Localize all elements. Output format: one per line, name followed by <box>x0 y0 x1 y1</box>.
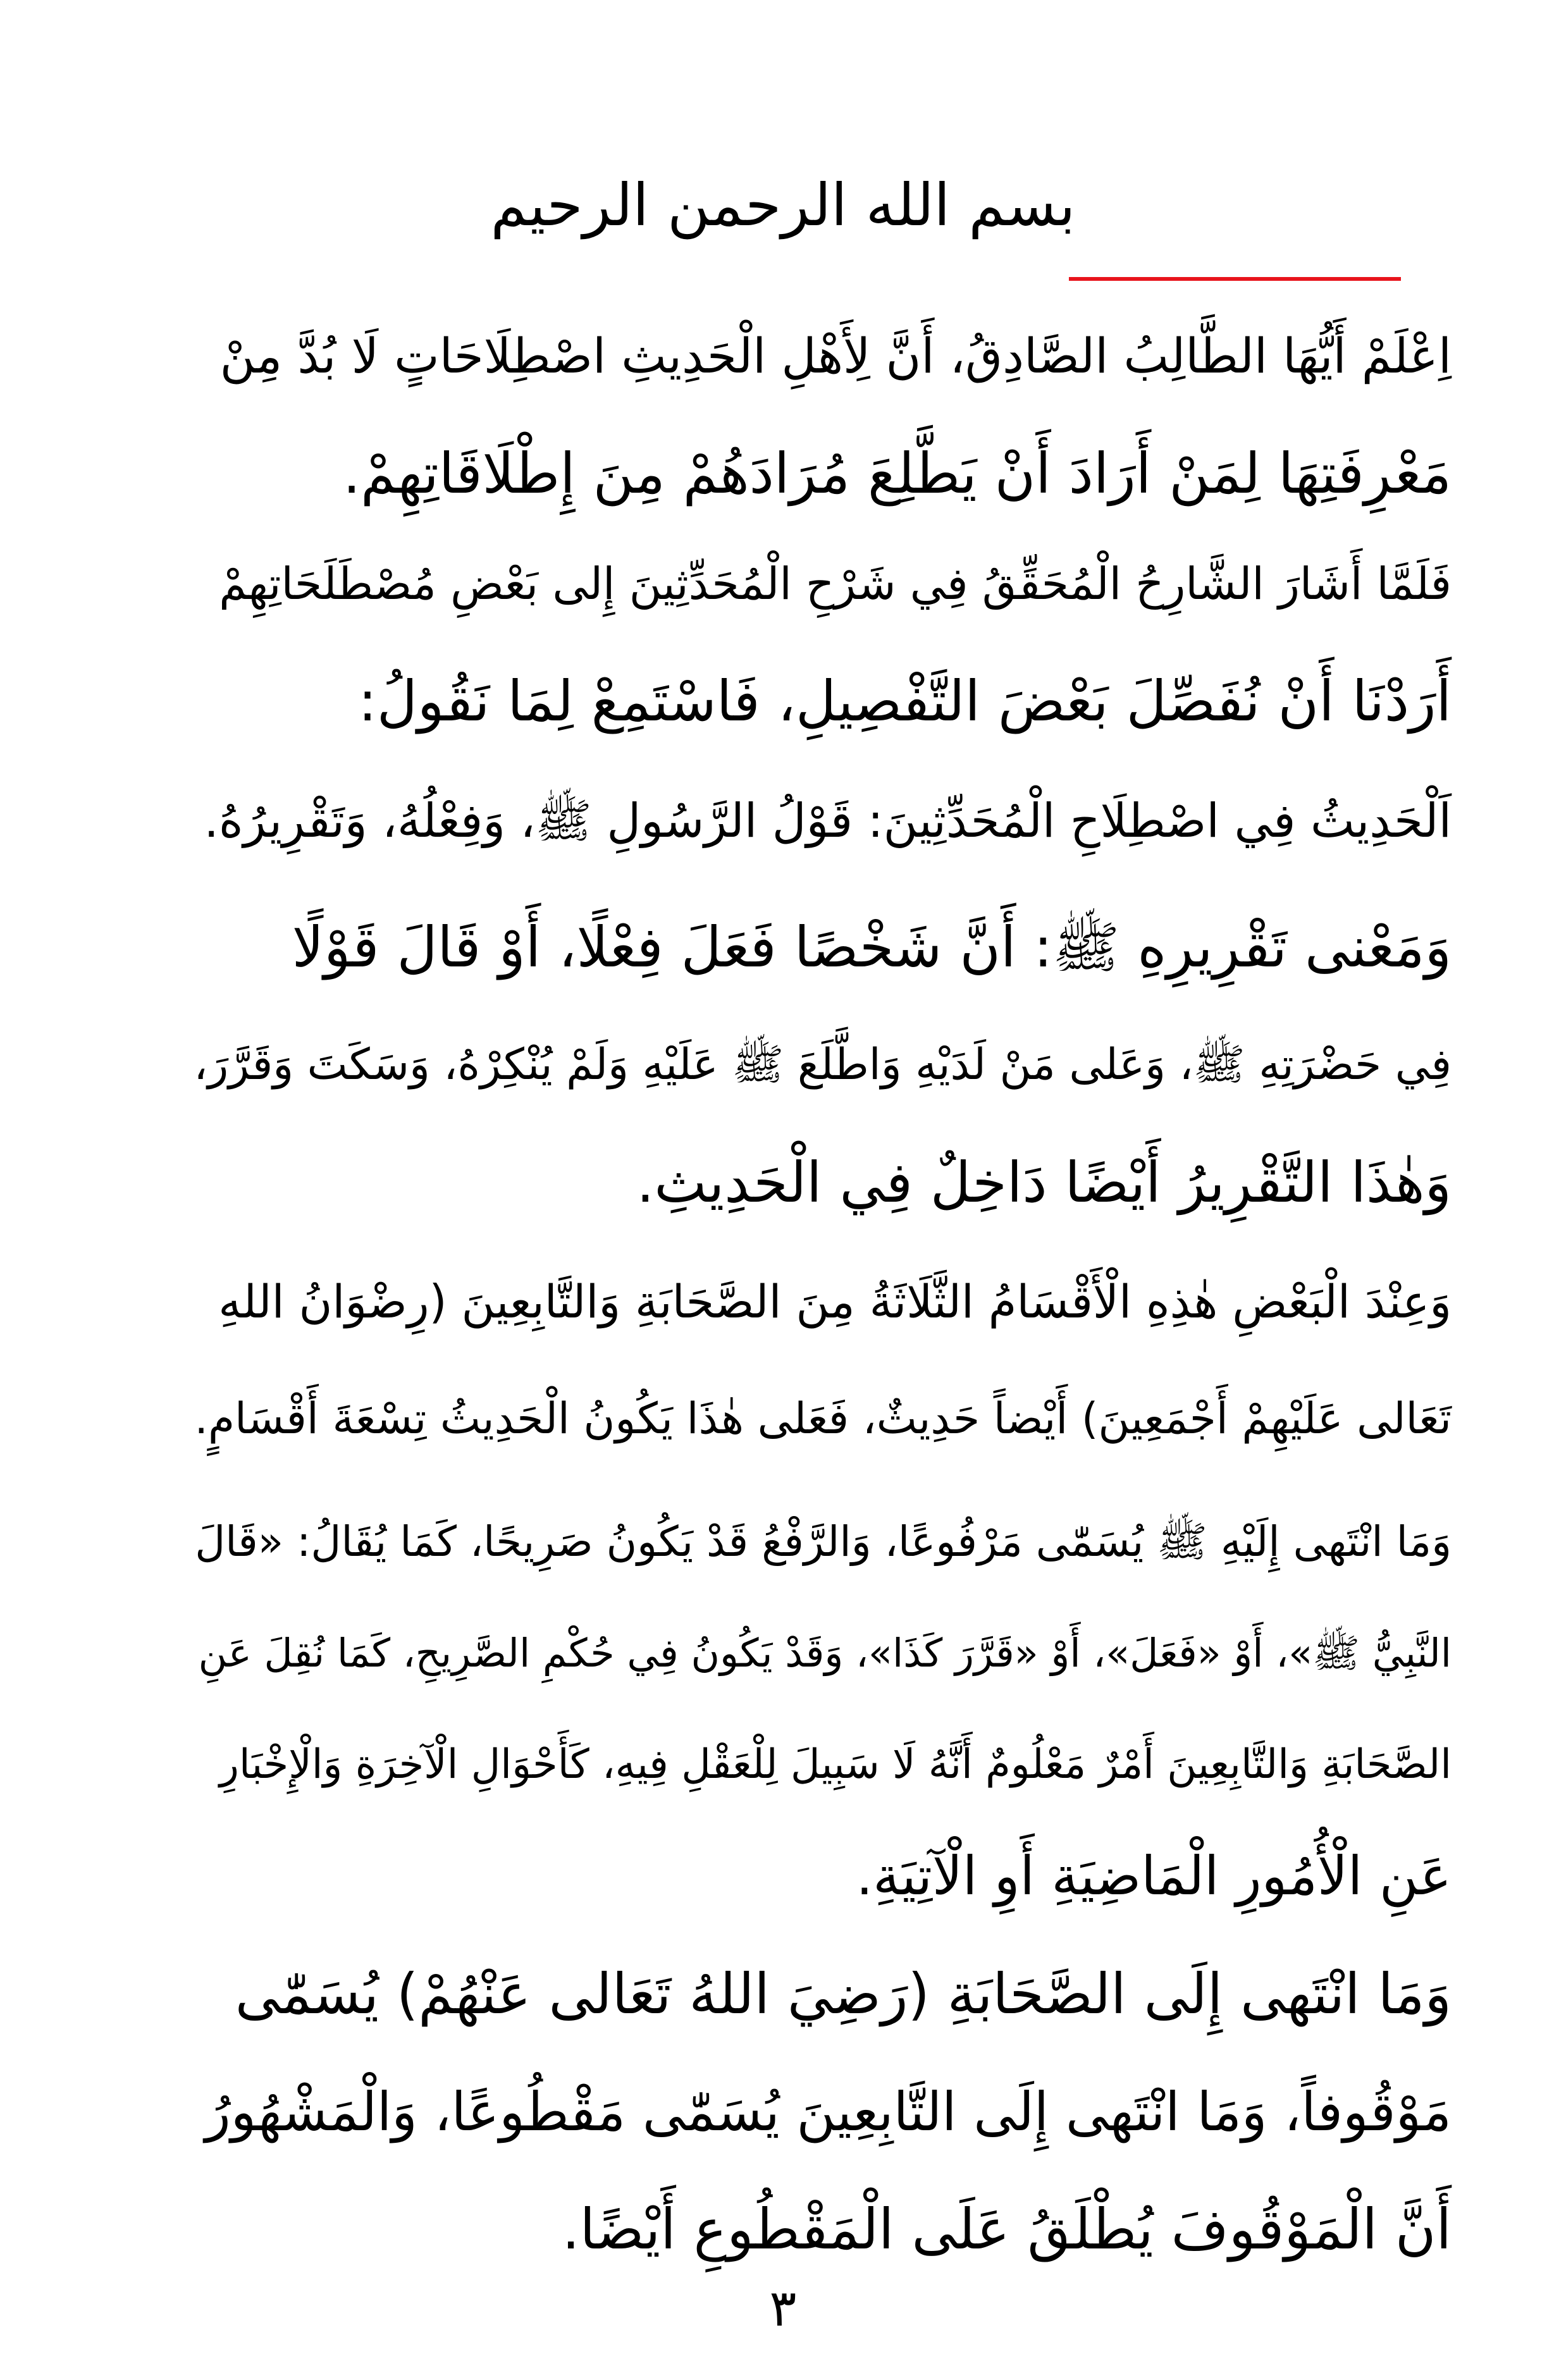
text-line: اِعْلَمْ أَيُّهَا الطَّالِبُ الصَّادِقُ، أَنَّ لِأَهْلِ الْحَدِيثِ اصْطِلَاحَاتٍ لَا بُدَّ مِنْ <box>219 328 1452 384</box>
text-line: وَمَعْنى تَقْرِيرِهِ ﷺ: أَنَّ شَخْصًا فَعَلَ فِعْلًا، أَوْ قَالَ قَوْلًا <box>292 915 1452 980</box>
text-line: وَهٰذَا التَّقْرِيرُ أَيْضًا دَاخِلٌ فِي الْحَدِيثِ. <box>636 1150 1452 1215</box>
paragraph-3 <box>190 762 1452 880</box>
paragraph-7 <box>190 1935 1452 2288</box>
paragraph-6 <box>190 1486 1452 1932</box>
page-number: ٣ <box>769 2279 797 2338</box>
paragraph-4 <box>190 889 1452 1242</box>
text-line: عَنِ الْأُمُورِ الْمَاضِيَةِ أَوِ الْآتِيَةِ. <box>856 1845 1452 1907</box>
text-line: وَمَا انْتَهى إِلَيْهِ ﷺ يُسَمّٰى مَرْفُوعًا، وَالرَّفْعُ قَدْ يَكُونُ صَرِيحًا، كَمَا يُقَالُ: «قَالَ <box>195 1517 1452 1566</box>
text-line: مَعْرِفَتِهَا لِمَنْ أَرَادَ أَنْ يَطَّلِعَ مُرَادَهُمْ مِنَ إِطْلَاقَاتِهِمْ. <box>343 441 1452 506</box>
text-line: أَرَدْنَا أَنْ نُفَصِّلَ بَعْضَ التَّفْصِيلِ، فَاسْتَمِعْ لِمَا نَقُولُ: <box>358 669 1452 734</box>
basmala-heading: بسم الله الرحمن الرحيم <box>490 171 1076 239</box>
text-line: وَمَا انْتَهى إِلَى الصَّحَابَةِ (رَضِيَ اللهُ تَعَالى عَنْهُمْ) يُسَمّٰى <box>235 1961 1452 2026</box>
text-line: فَلَمَّا أَشَارَ الشَّارِحُ الْمُحَقِّقُ فِي شَرْحِ الْمُحَدِّثِينَ إِلى بَعْضِ مُصْطَلَحَاتِهِمْ <box>219 558 1452 610</box>
text-line: فِي حَضْرَتِهِ ﷺ، وَعَلى مَنْ لَدَيْهِ وَاطَّلَعَ ﷺ عَلَيْهِ وَلَمْ يُنْكِرْهُ، وَسَكَتَ وَقَرَّرَ، <box>194 1040 1452 1090</box>
paragraph-1 <box>190 297 1452 533</box>
text-line: مَوْقُوفاً، وَمَا انْتَهى إِلَى التَّابِعِينَ يُسَمّٰى مَقْطُوعًا، وَالْمَشْهُورُ <box>205 2081 1452 2143</box>
paragraph-2 <box>190 525 1452 760</box>
text-line: الصَّحَابَةِ وَالتَّابِعِينَ أَمْرٌ مَعْلُومٌ أَنَّهُ لَا سَبِيلَ لِلْعَقْلِ فِيهِ، كَأَحْوَالِ الْآخِرَةِ وَالْإِخْبَارِ <box>219 1741 1452 1788</box>
paragraph-5 <box>190 1243 1452 1478</box>
text-line: النَّبِيُّ ﷺ»، أَوْ «فَعَلَ»، أَوْ «قَرَّرَ كَذَا»، وَقَدْ يَكُونُ فِي حُكْمِ الصَّرِيحِ، كَمَا نُقِلَ عَنِ <box>198 1630 1452 1676</box>
red-underline-rule <box>1069 277 1401 281</box>
text-line: تَعَالى عَلَيْهِمْ أَجْمَعِينَ) أَيْضاً حَدِيثٌ، فَعَلى هٰذَا يَكُونُ الْحَدِيثُ تِسْعَةَ أَقْسَامٍ. <box>194 1394 1452 1444</box>
text-line: وَعِنْدَ الْبَعْضِ هٰذِهِ الْأَقْسَامُ الثَّلَاثَةُ مِنَ الصَّحَابَةِ وَالتَّابِعِينَ (رِضْوَانُ اللهِ <box>218 1275 1452 1328</box>
text-line: أَنَّ الْمَوْقُوفَ يُطْلَقُ عَلَى الْمَقْطُوعِ أَيْضًا. <box>562 2197 1452 2262</box>
text-line: اَلْحَدِيثُ فِي اصْطِلَاحِ الْمُحَدِّثِينَ: قَوْلُ الرَّسُولِ ﷺ، وَفِعْلُهُ، وَتَقْرِيرُهُ. <box>204 794 1452 848</box>
